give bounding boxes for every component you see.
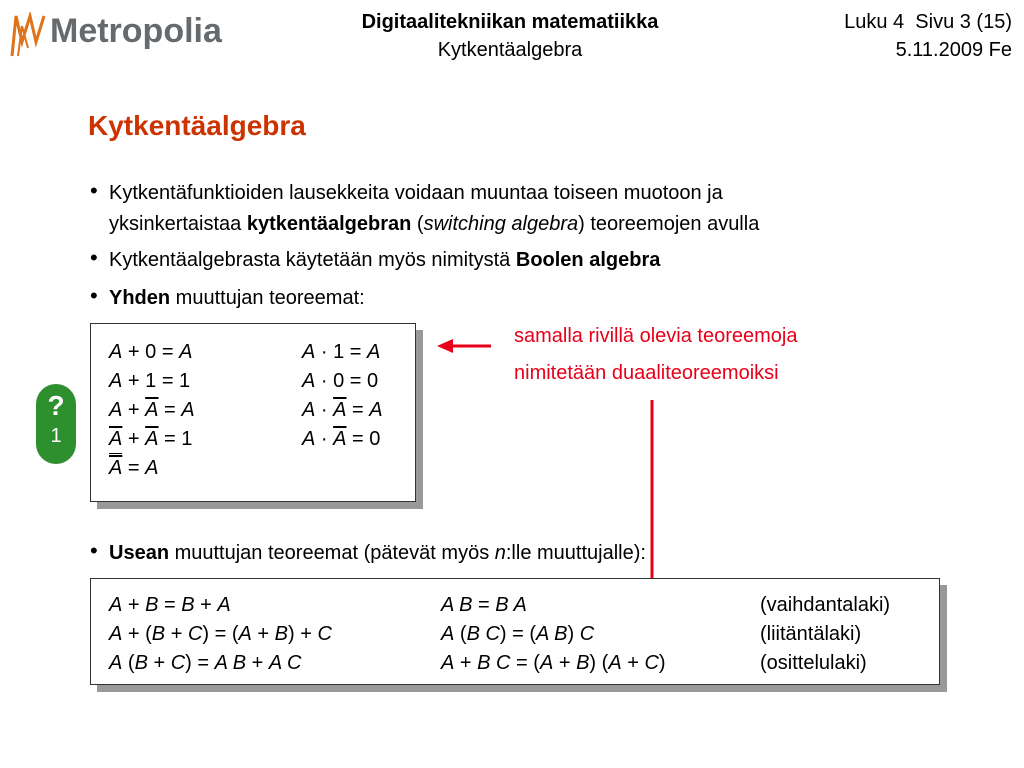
multi-theorem-col-2 bbox=[441, 591, 666, 678]
bullet-3 bbox=[90, 283, 365, 314]
arrow-down-left-icon bbox=[608, 398, 660, 608]
logo-mark-icon bbox=[8, 12, 50, 58]
logo-text: Metropolia bbox=[50, 12, 222, 50]
multi-theorem-col-3 bbox=[760, 591, 890, 678]
multi-theorem-col-1 bbox=[109, 591, 332, 678]
bullet-2-text: Kytkentäalgebrasta käytetään myös nimitystä bbox=[109, 249, 516, 271]
duality-note-line-1: samalla rivillä olevia teoreemoja bbox=[514, 325, 798, 347]
bullet-2 bbox=[90, 245, 661, 276]
header-page-info bbox=[844, 8, 1012, 64]
theorem: A (B C) = (A B) C bbox=[441, 623, 595, 645]
theorem: $A \cdot \overline{A} = 0$ bbox=[302, 428, 381, 450]
bullet-4-italic: n bbox=[494, 542, 506, 564]
theorem: A + 1 = 1 bbox=[109, 370, 191, 392]
bullet-4-text: muuttujan teoreemat (pätevät myös bbox=[169, 542, 495, 564]
bullet-1-italic: switching algebra bbox=[423, 213, 579, 235]
bullet-1-end: ) teoreemojen avulla bbox=[578, 213, 760, 235]
bullet-1-line-2 bbox=[109, 209, 759, 240]
bullet-dot: • bbox=[90, 245, 98, 270]
theorem: $\overline{A} = A$ bbox=[109, 454, 195, 483]
question-icon: ? bbox=[47, 390, 65, 421]
chapter-page: Luku 4 Sivu 3 (15) bbox=[844, 11, 1012, 33]
bullet-3-bold: Yhden bbox=[109, 287, 171, 309]
badge-number: 1 bbox=[50, 425, 62, 447]
bullet-dot: • bbox=[90, 538, 98, 563]
slide-title: Kytkentäalgebra bbox=[88, 110, 306, 141]
law-name: (vaihdantalaki) bbox=[760, 594, 891, 616]
bullet-1 bbox=[90, 178, 760, 240]
theorem: A + B C = (A + B) (A + C) bbox=[441, 652, 666, 674]
header-title bbox=[250, 8, 770, 64]
theorem: A · 0 = 0 bbox=[302, 370, 379, 392]
bullet-2-bold: Boolen algebra bbox=[515, 249, 661, 271]
theorem-col-1 bbox=[109, 338, 195, 483]
bullet-3-text: muuttujan teoreemat: bbox=[170, 287, 365, 309]
theorem: A B = B A bbox=[441, 594, 527, 616]
bullet-dot: • bbox=[90, 283, 98, 308]
bullet-dot: • bbox=[90, 178, 98, 203]
header-subtitle: Kytkentäalgebra bbox=[437, 39, 583, 61]
theorem: $A + \overline{A} = A$ bbox=[109, 399, 195, 421]
theorem: A · 1 = A bbox=[302, 341, 381, 363]
course-title: Digitaalitekniikan matematiikka bbox=[361, 11, 659, 33]
theorem: A + 0 = A bbox=[109, 341, 193, 363]
law-name: (osittelulaki) bbox=[760, 652, 867, 674]
bullet-1-bold: kytkentäalgebran bbox=[246, 213, 412, 235]
duality-note-line-2: nimitetään duaaliteoreemoiksi bbox=[514, 362, 779, 384]
arrow-left-icon bbox=[435, 336, 495, 356]
bullet-4 bbox=[90, 538, 646, 569]
bullet-1-line-1: Kytkentäfunktioiden lausekkeita voidaan muuntaa toiseen muotoon ja bbox=[109, 182, 723, 204]
bullet-1-text: yksinkertaistaa bbox=[109, 213, 247, 235]
bullet-4-bold: Usean bbox=[109, 542, 170, 564]
bullet-1-paren: ( bbox=[411, 213, 424, 235]
date-author: 5.11.2009 Fe bbox=[895, 39, 1012, 61]
hint-badge[interactable] bbox=[36, 384, 76, 464]
theorem: A + (B + C) = (A + B) + C bbox=[109, 623, 332, 645]
theorem-col-2 bbox=[302, 338, 383, 454]
theorem: $A \cdot \overline{A} = A$ bbox=[302, 399, 383, 421]
law-name: (liitäntälaki) bbox=[760, 623, 862, 645]
theorem: $\overline{A} + \overline{A} = 1$ bbox=[109, 428, 193, 450]
theorem: A + B = B + A bbox=[109, 594, 231, 616]
theorem: A (B + C) = A B + A C bbox=[109, 652, 302, 674]
bullet-4-end: :lle muuttujalle): bbox=[505, 542, 646, 564]
